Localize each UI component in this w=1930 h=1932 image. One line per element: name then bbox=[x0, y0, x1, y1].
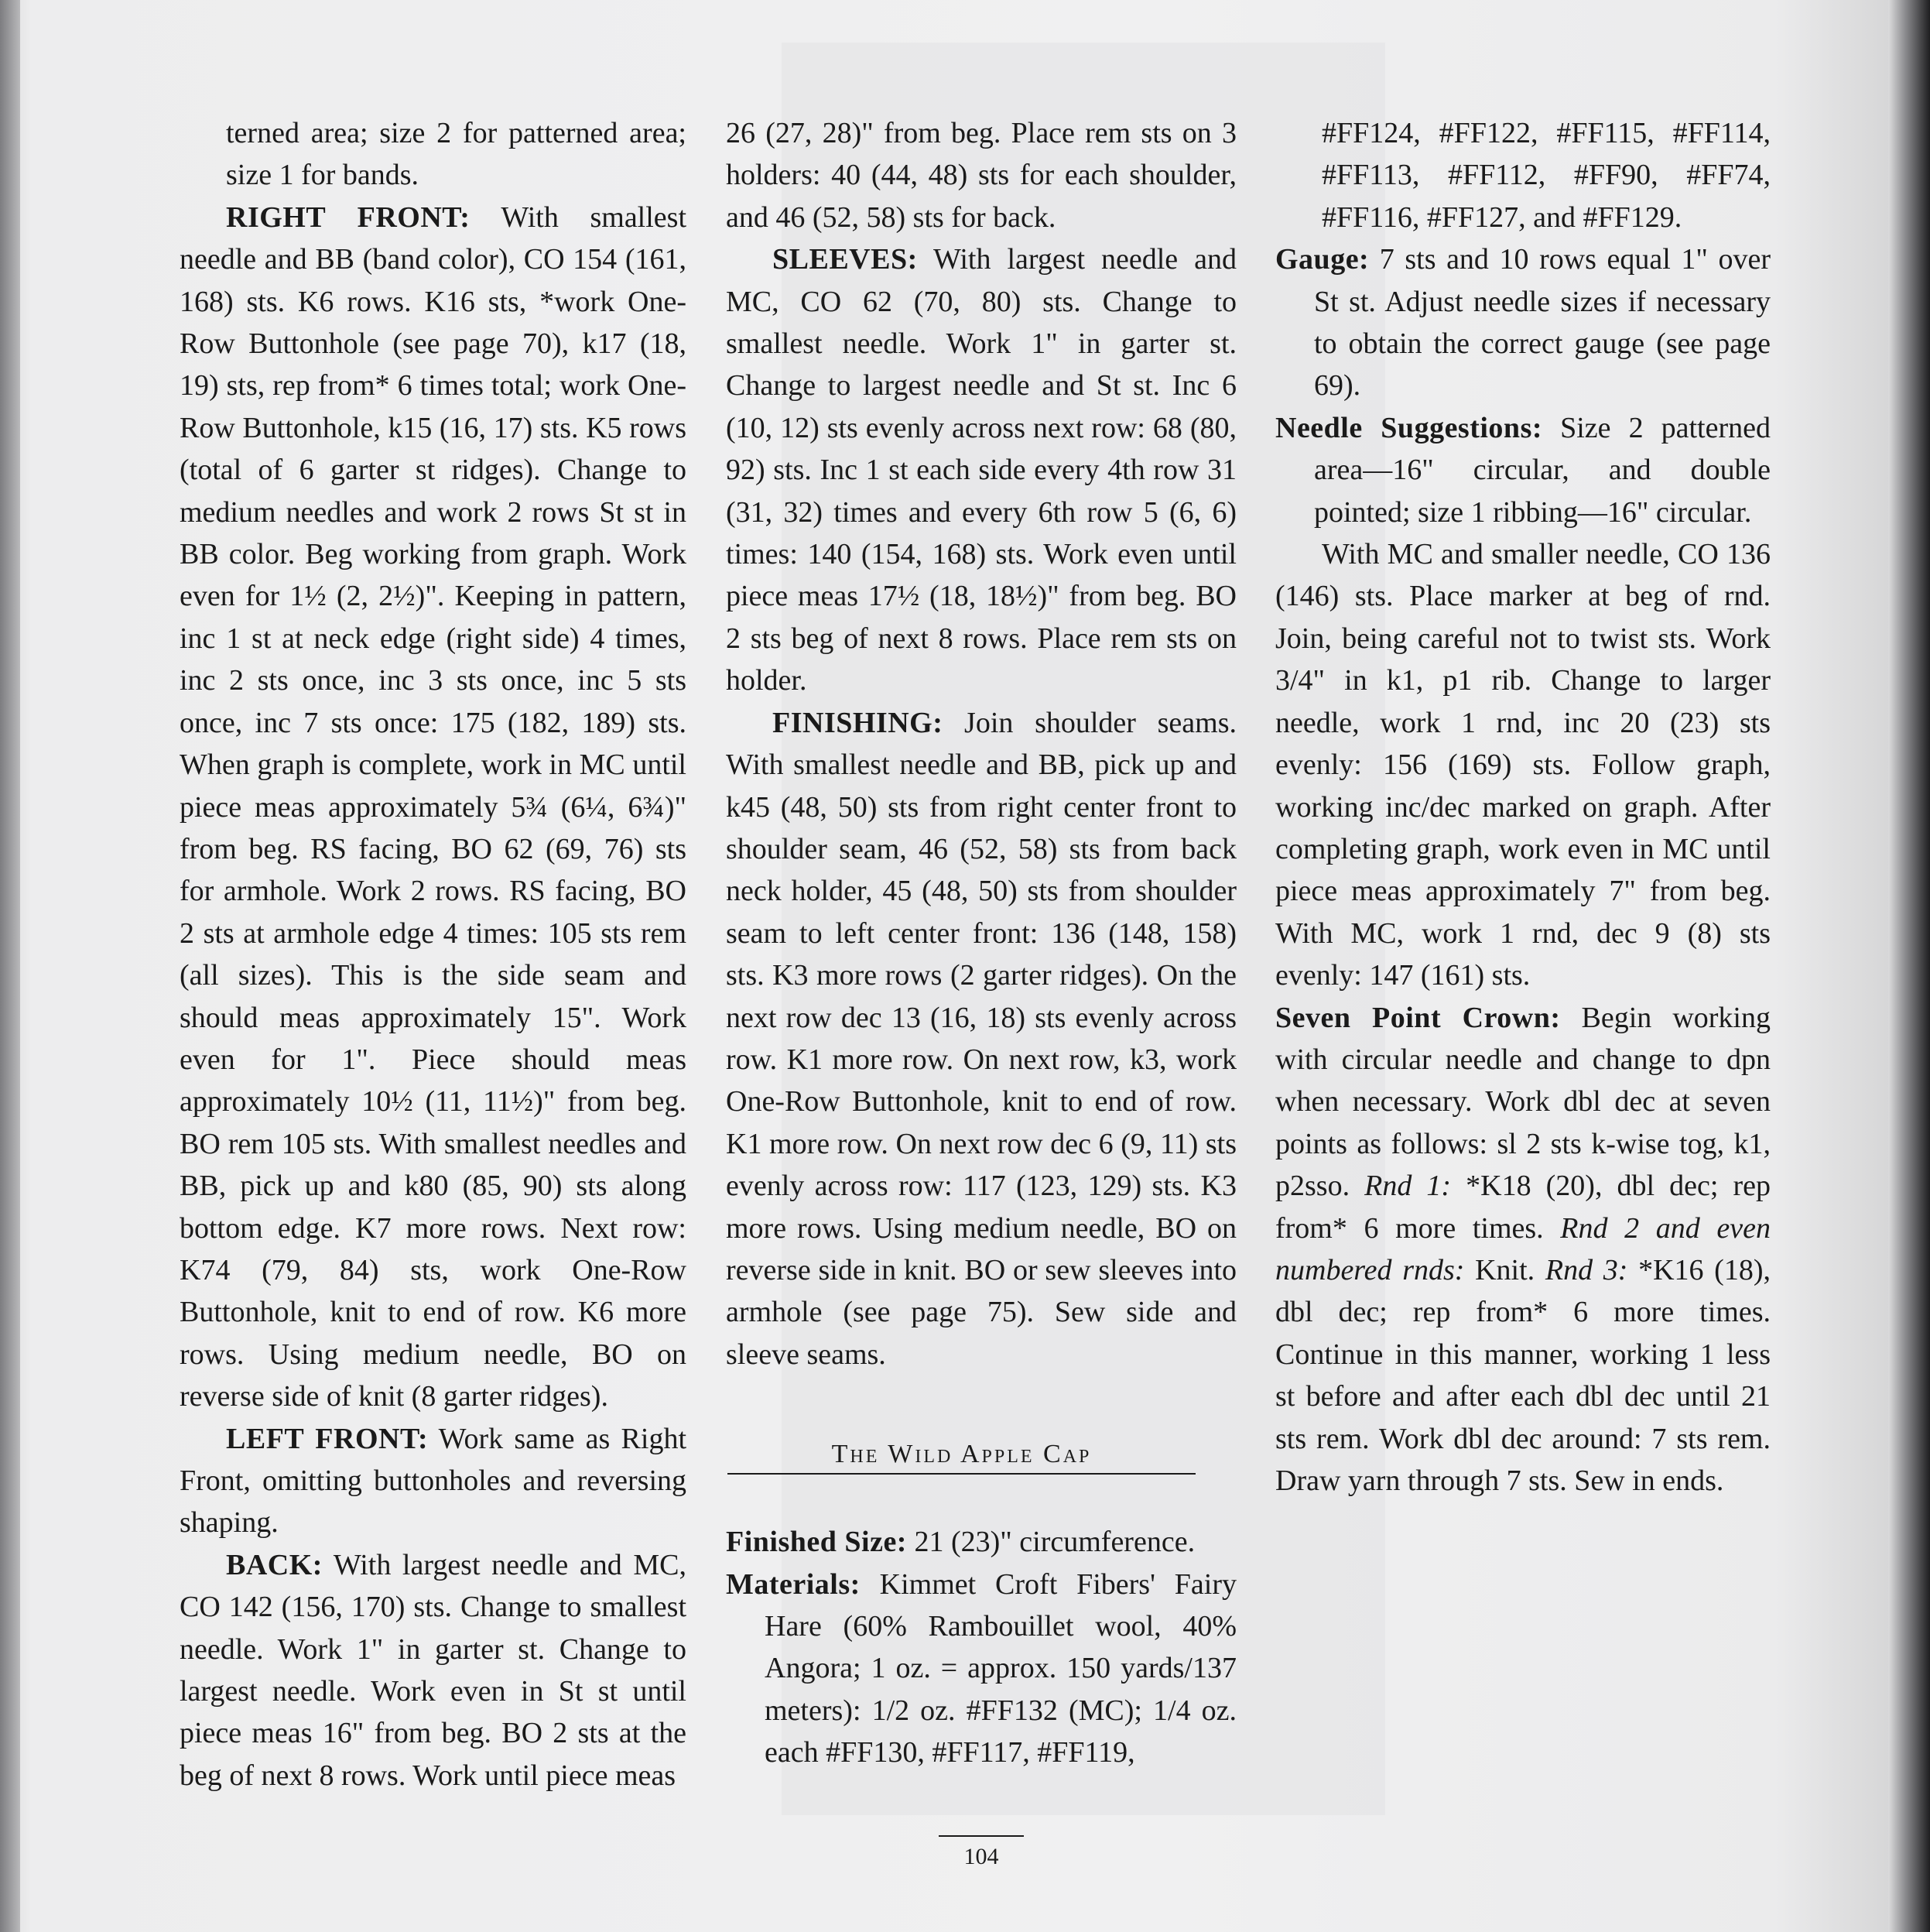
paragraph-gauge bbox=[1275, 238, 1771, 407]
text-column-left bbox=[180, 112, 686, 1797]
title-spacer bbox=[726, 1475, 1237, 1521]
text-rnd-1: *K18 (20), dbl dec; rep from* 6 more times. bbox=[1275, 1170, 1771, 1245]
heading-finished-size: Finished Size: bbox=[726, 1526, 907, 1559]
right-binding-edge bbox=[1888, 0, 1930, 1932]
page-number: 104 bbox=[939, 1835, 1024, 1874]
text-column-middle bbox=[726, 112, 1237, 1774]
paragraph-materials-continued: #FF124, #FF122, #FF115, #FF114, #FF113, #FF112, #FF90, #FF74, #FF116, #FF127, and #FF129. bbox=[1322, 117, 1771, 234]
text-finished-size: 21 (23)" circumference. bbox=[906, 1526, 1196, 1559]
label-rnd-2: Rnd 2 and even numbered rnds: bbox=[1275, 1211, 1771, 1286]
paragraph-sleeves bbox=[726, 238, 1237, 701]
heading-needle-suggestions: Needle Suggestions: bbox=[1275, 411, 1543, 444]
paragraph-left-front bbox=[180, 1418, 686, 1544]
text-column-right bbox=[1275, 112, 1771, 1502]
text-rnd-2: Knit. bbox=[1464, 1253, 1545, 1286]
section-title: The Wild Apple Cap bbox=[727, 1436, 1196, 1475]
label-rnd-3: Rnd 3: bbox=[1545, 1253, 1628, 1286]
text-materials: Kimmet Croft Fibers' Fairy Hare (60% Rambouillet wool, 40% Angora; 1 oz. = approx. 150 yards/137 meters): 1/2 oz. #FF132 (MC); 1/4 oz. each #FF130, #FF117, #FF119, bbox=[765, 1567, 1237, 1769]
heading-right-front: RIGHT FRONT: bbox=[226, 200, 471, 234]
heading-sleeves: SLEEVES: bbox=[772, 243, 918, 276]
heading-back: BACK: bbox=[226, 1548, 323, 1581]
heading-gauge: Gauge: bbox=[1275, 243, 1370, 276]
heading-finishing: FINISHING: bbox=[772, 706, 943, 739]
heading-left-front: LEFT FRONT: bbox=[226, 1422, 429, 1455]
text-back: With largest needle and MC, CO 142 (156, 170) sts. Change to smallest needle. Work 1" in garter st. Change to largest needle. Work even in St st until piece meas 16" from beg. BO 2 sts at the beg of next 8 rows. Work until piece meas bbox=[180, 1548, 686, 1792]
text-needle-suggestions: Size 2 patterned area—16" circular, and double pointed; size 1 ribbing—16" circular. bbox=[1314, 411, 1771, 529]
text-left-front: Work same as Right Front, omitting buttonholes and reversing shaping. bbox=[180, 1422, 686, 1540]
paragraph-finished-size bbox=[726, 1521, 1237, 1563]
paragraph-continued: terned area; size 2 for patterned area; size 1 for bands. bbox=[226, 117, 686, 192]
text-right-front: With smallest needle and BB (band color), CO 154 (161, 168) sts. K6 rows. K16 sts, *work One-Row Buttonhole (see page 70), k17 (18, 19) sts, rep from* 6 times total; work One-Row Buttonhole, k15 (16, 17) sts. K5 rows (total of 6 garter st ridges). Change to medium needles and work 2 rows St st in BB color. Beg working from graph. Work even for 1½ (2, 2½)". Keeping in pattern, inc 1 st at neck edge (right side) 4 times, inc 2 sts once, inc 3 sts once, inc 5 sts once, inc 7 sts once: 175 (182, 189) sts. When graph is complete, work in MC until piece meas approximately 5¾ (6¼, 6¾)" from beg. RS facing, BO 62 (69, 76) sts for armhole. Work 2 rows. RS facing, BO 2 sts at armhole edge 4 times: 105 sts rem (all sizes). This is the side seam and should meas approximately 15". Work even for 1". Piece should meas approximately 10½ (11, 11½)" from beg. BO rem 105 sts. With smallest needles and BB, pick up and k80 (85, 90) sts along bottom edge. K7 more rows. Next row: K74 (79, 84) sts, work One-Row Buttonhole, knit to end of row. K6 more rows. Using medium needle, BO on reverse side of knit (8 garter ridges). bbox=[180, 200, 687, 1413]
paragraph-right-front bbox=[180, 197, 686, 1418]
label-rnd-1: Rnd 1: bbox=[1364, 1170, 1452, 1203]
paragraph-finishing bbox=[726, 702, 1237, 1376]
text-sleeves: With largest needle and MC, CO 62 (70, 80) sts. Change to smallest needle. Work 1" in garter st. Change to largest needle and St st. Inc 6 (10, 12) sts evenly across next row: 68 (80, 92) sts. Inc 1 st each side every 4th row 31 (31, 32) times and every 6th row 5 (6, 6) times: 140 (154, 168) sts. Work even until piece meas 17½ (18, 18½)" from beg. BO 2 sts beg of next 8 rows. Place rem sts on holder. bbox=[726, 243, 1237, 697]
paragraph-back bbox=[180, 1544, 686, 1797]
text-finishing: Join shoulder seams. With smallest needle and BB, pick up and k45 (48, 50) sts from right center front to shoulder seam, 46 (52, 58) sts from back neck holder, 45 (48, 50) sts from shoulder seam to left center front: 136 (148, 158) sts. K3 more rows (2 garter ridges). On the next row dec 13 (16, 18) sts evenly across row. K1 more row. On next row, k3, work One-Row Buttonhole, knit to end of row. K1 more row. On next row dec 6 (9, 11) sts evenly across row: 117 (123, 129) sts. K3 more rows. Using medium needle, BO on reverse side in knit. BO or sew sleeves into armhole (see page 75). Sew side and sleeve seams. bbox=[726, 706, 1237, 1371]
left-page-edge bbox=[0, 0, 20, 1932]
paragraph-crown bbox=[1275, 997, 1771, 1502]
heading-seven-point-crown: Seven Point Crown: bbox=[1275, 1001, 1561, 1034]
paragraph-needles bbox=[1275, 407, 1771, 533]
paragraph-cap-body: With MC and smaller needle, CO 136 (146) sts. Place marker at beg of rnd. Join, being careful not to twist sts. Work 3/4" in k1, p1 rib. Change to larger needle, work 1 rnd, inc 20 (23) sts evenly: 156 (169) sts. Follow graph, working inc/dec marked on graph. After completing graph, work even in MC until piece meas approximately 7" from beg. With MC, work 1 rnd, dec 9 (8) sts evenly: 147 (161) sts. bbox=[1275, 538, 1771, 992]
paragraph-holders: 26 (27, 28)" from beg. Place rem sts on 3 holders: 40 (44, 48) sts for each shoulder, and 46 (52, 58) sts for back. bbox=[726, 117, 1237, 234]
text-crown: Begin working with circular needle and change to dpn when necessary. Work dbl dec at seven points as follows: sl 2 sts k-wise tog, k1, p2sso. bbox=[1275, 1001, 1771, 1203]
text-rnd-3: *K16 (18), dbl dec; rep from* 6 more times. Continue in this manner, working 1 less st before and after each dbl dec until 21 sts rem. Work dbl dec around: 7 sts rem. Draw yarn through 7 sts. Sew in ends. bbox=[1275, 1253, 1771, 1497]
text-gauge: 7 sts and 10 rows equal 1" over St st. Adjust needle sizes if necessary to obtain the correct gauge (see page 69). bbox=[1314, 243, 1771, 402]
heading-materials: Materials: bbox=[726, 1567, 861, 1601]
paragraph-materials bbox=[726, 1564, 1237, 1774]
